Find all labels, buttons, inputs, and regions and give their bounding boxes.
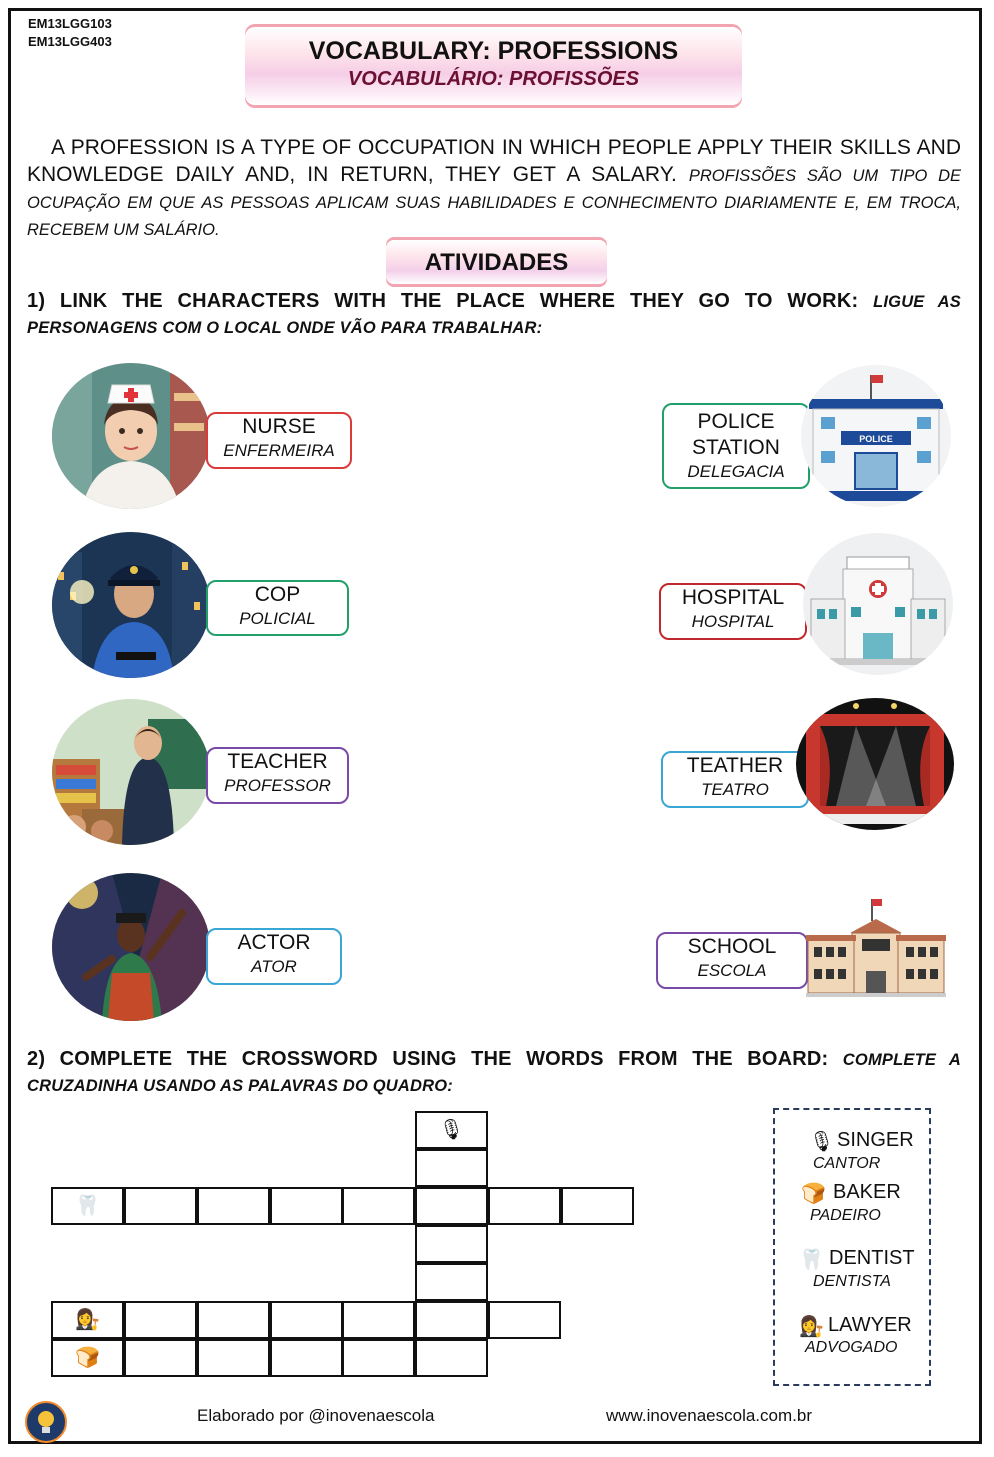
crossword-cell[interactable] [197,1301,270,1339]
board-word-singer: SINGER [837,1129,914,1151]
crossword-cell[interactable] [342,1187,415,1225]
cop-word: COP [254,583,301,606]
crossword-cell[interactable] [415,1149,488,1187]
activities-heading: ATIVIDADES [386,240,607,284]
question-2-english: 2) COMPLETE THE CROSSWORD USING THE WORDS FROM THE BOARD: [27,1048,829,1070]
hospital-word: HOSPITAL [681,586,785,609]
hospital-translation: HOSPITAL [691,612,775,631]
crossword-cell[interactable] [270,1187,343,1225]
intro-portuguese: PROFISSÕES SÃO UM TIPO DE OCUPAÇÃO EM QUE AS PESSOAS APLICAM SUAS HABILIDADES E CONHECIMENTO DIARIAMENTE E, EM TROCA, RECEBEM UM SALÁRIO. [27,167,962,239]
footer-credit: Elaborado por @inovenaescola [197,1406,435,1425]
police-station-illustration [801,365,951,507]
crossword-cell[interactable] [342,1301,415,1339]
cop-illustration [52,532,210,678]
intro-paragraph [27,134,961,242]
crossword-cell[interactable] [270,1301,343,1339]
board-icon-tooth: 🦷 [799,1249,824,1271]
theater-illustration [796,698,954,830]
police-station-word-2: STATION [692,436,780,459]
school-translation: ESCOLA [697,961,767,980]
bread-icon: 🍞 [75,1347,100,1369]
crossword-cell[interactable] [197,1187,270,1225]
crossword-cell[interactable] [342,1339,415,1377]
actor-illustration [52,873,210,1021]
footer-website[interactable]: www.inovenaescola.com.br [606,1406,812,1425]
microphone-icon: 🎙 [438,1119,465,1141]
question-2-portuguese: COMPLETE A CRUZADINHA USANDO AS PALAVRAS DO QUADRO: [27,1051,961,1095]
title-banner [245,27,742,105]
crossword-cell[interactable] [415,1187,488,1225]
hospital-label [659,583,807,640]
board-word-dentist: DENTIST [829,1247,915,1269]
theater-word: TEATHER [686,754,784,777]
crossword-cell[interactable] [415,1301,488,1339]
board-icon-bread: 🍞 [801,1183,826,1205]
teacher-translation: PROFESSOR [224,776,331,795]
nurse-label [206,412,352,469]
crossword-cell[interactable] [488,1187,561,1225]
board-translation-singer: CANTOR [813,1155,881,1172]
teacher-illustration [52,699,210,845]
word-board [773,1108,931,1386]
lawyer-icon: 👩‍⚖️ [75,1309,100,1331]
cop-label [206,580,349,636]
board-translation-dentist: DENTISTA [813,1273,891,1290]
nurse-illustration [52,363,210,509]
crossword-cell[interactable] [561,1187,634,1225]
actor-word: ACTOR [237,931,311,954]
question-1 [27,289,961,341]
code-1: EM13LGG103 [28,16,112,31]
theater-label [661,751,809,808]
crossword-cell[interactable] [415,1339,488,1377]
question-2 [27,1047,961,1099]
nurse-translation: ENFERMEIRA [223,441,335,460]
crossword-cell[interactable] [415,1225,488,1263]
crossword-cell[interactable] [51,1187,124,1225]
actor-label [206,928,342,985]
crossword-cell[interactable] [124,1187,197,1225]
crossword-cell[interactable] [124,1301,197,1339]
school-illustration [806,895,946,999]
nurse-word: NURSE [242,415,316,438]
board-icon-lawyer: 👩‍⚖️ [799,1316,824,1338]
crossword-cell[interactable] [51,1339,124,1377]
crossword-cell[interactable] [415,1111,488,1149]
police-station-label [662,403,810,489]
actor-translation: ATOR [251,957,297,976]
school-label [656,932,808,989]
board-word-lawyer: LAWYER [828,1314,912,1336]
board-icon-microphone: 🎙 [809,1131,835,1153]
code-2: EM13LGG403 [28,34,112,49]
board-word-baker: BAKER [833,1181,901,1203]
board-translation-baker: PADEIRO [810,1207,881,1224]
crossword-cell[interactable] [488,1301,561,1339]
curriculum-codes [28,15,112,51]
tooth-icon: 🦷 [75,1195,100,1217]
police-sign-text: POLICE [859,434,893,444]
question-1-portuguese: LIGUE AS PERSONAGENS COM O LOCAL ONDE VÃO PARA TRABALHAR: [27,293,962,337]
logo-icon [25,1401,67,1443]
crossword-cell[interactable] [51,1301,124,1339]
teacher-word: TEACHER [227,750,328,773]
board-translation-lawyer: ADVOGADO [805,1339,898,1356]
cop-translation: POLICIAL [239,609,316,628]
crossword-cell[interactable] [415,1263,488,1301]
hospital-illustration [803,533,953,675]
intro-english: A PROFESSION IS A TYPE OF OCCUPATION IN WHICH PEOPLE APPLY THEIR SKILLS AND KNOWLEDGE DAILY AND, IN RETURN, THEY GET A SALARY. [27,136,961,186]
crossword-cell[interactable] [197,1339,270,1377]
page-subtitle: VOCABULÁRIO: PROFISSÕES [347,68,640,90]
police-station-word-1: POLICE [697,410,775,433]
question-1-english: 1) LINK THE CHARACTERS WITH THE PLACE WHERE THEY GO TO WORK: [27,290,859,312]
teacher-label [206,747,349,804]
crossword-cell[interactable] [124,1339,197,1377]
crossword-cell[interactable] [270,1339,343,1377]
theater-translation: TEATRO [701,780,769,799]
police-station-translation: DELEGACIA [687,462,785,481]
page-title: VOCABULARY: PROFESSIONS [308,37,679,65]
school-word: SCHOOL [687,935,777,958]
